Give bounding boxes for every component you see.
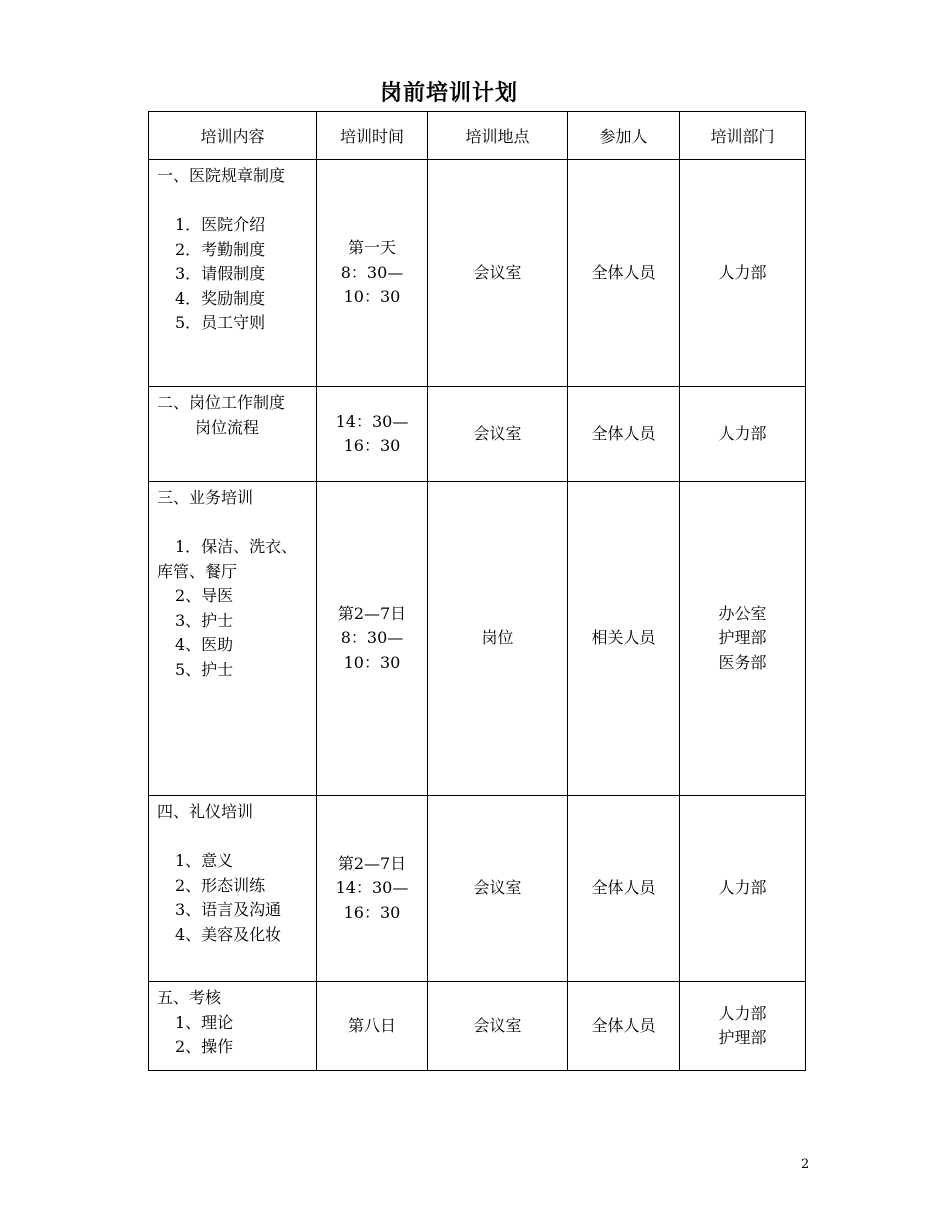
time-cell	[317, 387, 428, 482]
content-item: 5、护士	[175, 659, 234, 679]
participants-cell: 全体人员	[568, 160, 680, 387]
location-cell: 会议室	[428, 387, 568, 482]
content-item: 2．考勤制度	[175, 239, 266, 259]
page-number: 2	[801, 1157, 810, 1172]
header-content: 培训内容	[149, 112, 317, 160]
content-item: 3．请假制度	[175, 264, 266, 283]
content-title: 二、岗位工作制度	[157, 393, 286, 412]
content-item: 3、护士	[175, 610, 234, 630]
participants-cell: 全体人员	[568, 387, 680, 482]
location-cell: 岗位	[428, 482, 568, 796]
department-line: 人力部	[718, 262, 767, 282]
header-location: 培训地点	[428, 112, 568, 160]
department-cell	[680, 796, 806, 982]
header-department: 培训部门	[680, 112, 806, 160]
content-title: 五、考核	[157, 988, 222, 1007]
department-line: 人力部	[718, 423, 767, 443]
time-line: 16：30	[343, 436, 401, 455]
department-cell	[680, 982, 806, 1071]
page-title: 岗前培训计划	[379, 80, 518, 106]
content-item: 4．奖励制度	[175, 288, 266, 308]
content-title: 一、医院规章制度	[157, 166, 286, 185]
content-item: 4、美容及化妆	[175, 924, 282, 944]
content-cell	[149, 387, 317, 482]
content-item: 2、操作	[175, 1037, 234, 1056]
department-line: 人力部	[718, 878, 767, 898]
department-line: 护理部	[718, 1028, 767, 1047]
header-time: 培训时间	[317, 112, 428, 160]
content-item: 2、导医	[175, 586, 234, 605]
department-cell	[680, 482, 806, 796]
department-line: 医务部	[718, 652, 767, 672]
content-cell	[149, 982, 317, 1071]
content-item: 1．保洁、洗衣、库管、餐厅	[157, 537, 298, 581]
table-header-row	[149, 112, 806, 160]
participants-cell: 相关人员	[568, 482, 680, 796]
content-item: 4、医助	[175, 635, 234, 654]
time-line: 8：30—	[340, 262, 404, 282]
department-cell	[680, 387, 806, 482]
content-item: 1、理论	[175, 1012, 234, 1032]
table-row	[149, 982, 806, 1071]
content-item: 2、形态训练	[175, 875, 266, 895]
content-title: 四、礼仪培训	[157, 802, 254, 821]
location-cell: 会议室	[428, 796, 568, 982]
content-title: 三、业务培训	[157, 488, 254, 507]
department-line: 护理部	[718, 628, 767, 648]
content-item: 3、语言及沟通	[175, 900, 282, 919]
department-line: 人力部	[718, 1003, 767, 1023]
location-cell: 会议室	[428, 160, 568, 387]
location-cell: 会议室	[428, 982, 568, 1071]
content-cell	[149, 160, 317, 387]
time-line: 第八日	[347, 1015, 396, 1035]
time-cell	[317, 482, 428, 796]
time-line: 第2—7日	[337, 853, 407, 873]
table-row	[149, 482, 806, 796]
participants-cell: 全体人员	[568, 796, 680, 982]
content-item: 5．员工守则	[175, 313, 266, 332]
time-cell	[317, 982, 428, 1071]
participants-cell: 全体人员	[568, 982, 680, 1071]
department-line: 办公室	[718, 603, 767, 623]
time-line: 10：30	[343, 287, 401, 307]
time-cell	[317, 796, 428, 982]
time-line: 10：30	[343, 652, 401, 672]
content-cell	[149, 482, 317, 796]
table-row	[149, 160, 806, 387]
table-row	[149, 796, 806, 982]
training-plan-table	[148, 111, 806, 1071]
time-line: 16：30	[343, 902, 401, 922]
time-line: 8：30—	[340, 628, 404, 648]
time-line: 第2—7日	[337, 603, 407, 623]
content-item: 1．医院介绍	[175, 215, 266, 234]
content-item: 岗位流程	[195, 417, 260, 437]
content-cell	[149, 796, 317, 982]
time-cell	[317, 160, 428, 387]
time-line: 第一天	[347, 238, 396, 258]
department-cell	[680, 160, 806, 387]
content-item: 1、意义	[175, 851, 234, 870]
time-line: 14：30—	[335, 878, 409, 898]
time-line: 14：30—	[335, 411, 409, 431]
header-participants: 参加人	[568, 112, 680, 160]
table-row	[149, 387, 806, 482]
